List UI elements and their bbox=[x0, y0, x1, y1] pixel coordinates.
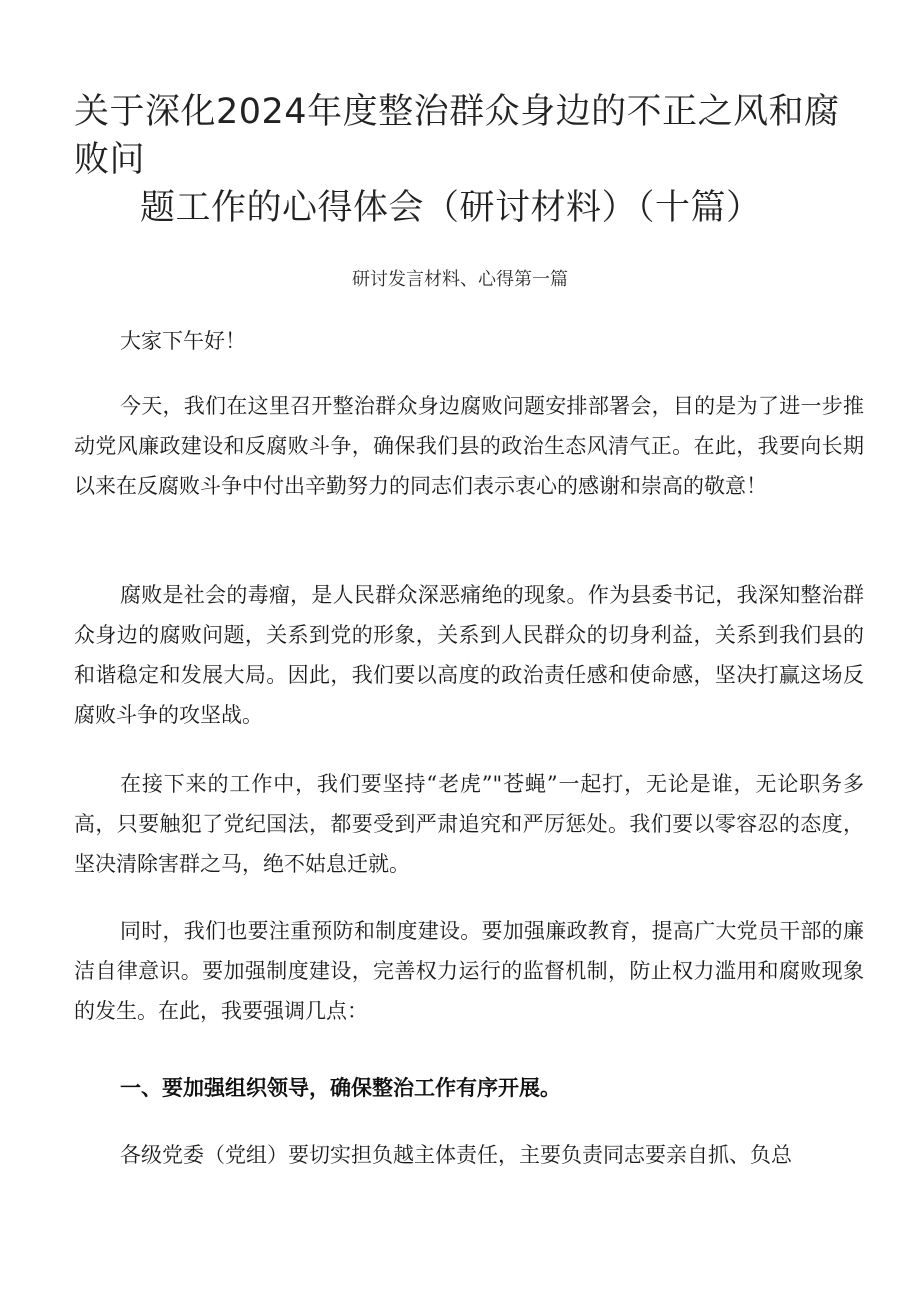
greeting-paragraph: 大家下午好！ bbox=[120, 329, 246, 353]
document-subtitle: 研讨发言材料、心得第一篇 bbox=[352, 269, 568, 290]
document-title-line2: 题工作的心得体会（研讨材料）（十篇） bbox=[140, 188, 762, 228]
document-title bbox=[60, 88, 860, 232]
body-paragraph-3: 在接下来的工作中，我们要坚持“老虎”"苍蝇”一起打，无论是谁，无论职务多高，只要触犯了党纪国法，都要受到严肃追究和严厉惩处。我们要以零容忍的态度，坚决清除害群之马，绝不姑息迁就。 bbox=[74, 772, 864, 876]
body-paragraph-1: 今天，我们在这里召开整治群众身边腐败问题安排部署会，目的是为了进一步推动党风廉政建设和反腐败斗争，确保我们县的政治生态风清气正。在此，我要向长期以来在反腐败斗争中付出辛勤努力的同志们表示衷心的感谢和崇高的敬意！ bbox=[74, 394, 864, 498]
body-paragraph-2: 腐败是社会的毒瘤，是人民群众深恶痛绝的现象。作为县委书记，我深知整治群众身边的腐败问题，关系到党的形象，关系到人民群众的切身利益，关系到我们县的和谐稳定和发展大局。因此，我们要以高度的政治责任感和使命感，坚决打赢这场反腐败斗争的攻坚战。 bbox=[74, 583, 864, 727]
document-title-line1: 关于深化2024年度整治群众身边的不正之风和腐败问 bbox=[74, 92, 840, 180]
section-heading-1: 一、要加强组织领导，确保整治工作有序开展。 bbox=[120, 1076, 561, 1100]
body-paragraph-5: 各级党委（党组）要切实担负越主体责任，主要负责同志要亲自抓、负总 bbox=[120, 1143, 792, 1167]
body-paragraph-4: 同时，我们也要注重预防和制度建设。要加强廉政教育，提高广大党员干部的廉洁自律意识。要加强制度建设，完善权力运行的监督机制，防止权力滥用和腐败现象的发生。在此，我要强调几点： bbox=[74, 919, 864, 1023]
